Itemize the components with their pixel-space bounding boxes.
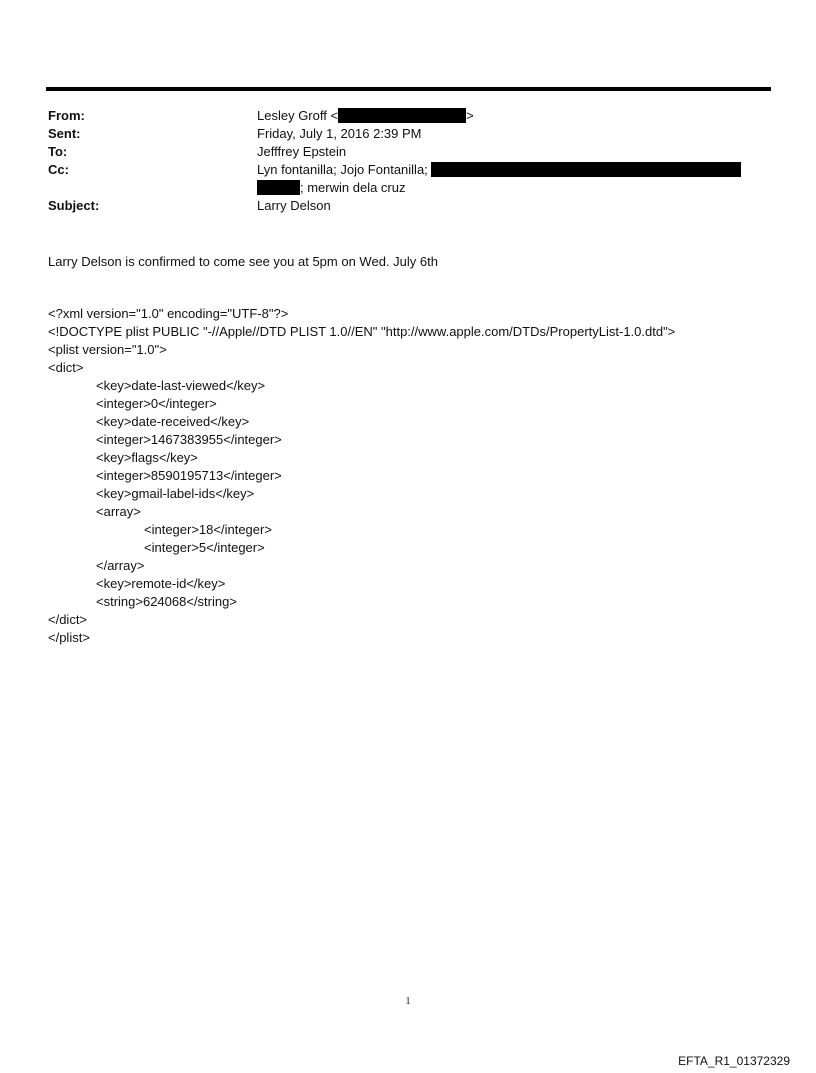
to-label: To: <box>48 144 68 159</box>
cc-line1: Lyn fontanilla; Jojo Fontanilla; <box>257 162 428 177</box>
xml-line: <!DOCTYPE plist PUBLIC "-//Apple//DTD PLIST 1.0//EN" "http://www.apple.com/DTDs/PropertyList-1.0.dtd"> <box>48 324 676 339</box>
xml-line: <key>date-last-viewed</key> <box>96 378 266 393</box>
xml-line: <string>624068</string> <box>96 594 237 609</box>
cc-label: Cc: <box>48 162 69 177</box>
from-row <box>48 107 768 125</box>
xml-line: <dict> <box>48 360 84 375</box>
subject-label: Subject: <box>48 198 100 213</box>
xml-line: <integer>8590195713</integer> <box>96 468 282 483</box>
xml-line: <integer>18</integer> <box>144 522 272 537</box>
xml-line: <integer>5</integer> <box>144 540 265 555</box>
header-rule <box>46 87 771 91</box>
from-name: Lesley Groff < <box>257 108 339 123</box>
xml-line: <key>flags</key> <box>96 450 198 465</box>
subject-row <box>48 197 768 215</box>
xml-line: <key>gmail-label-ids</key> <box>96 486 255 501</box>
sent-label: Sent: <box>48 126 81 141</box>
document-id: EFTA_R1_01372329 <box>678 1054 790 1068</box>
from-label: From: <box>48 108 85 123</box>
sent-value: Friday, July 1, 2016 2:39 PM <box>257 126 422 141</box>
xml-line: <key>date-received</key> <box>96 414 250 429</box>
xml-plist-block <box>48 305 675 647</box>
xml-line: </plist> <box>48 630 90 645</box>
cc-value <box>257 161 768 197</box>
xml-line: <array> <box>96 504 141 519</box>
to-value: Jefffrey Epstein <box>257 144 347 159</box>
xml-line: </array> <box>96 558 145 573</box>
to-row <box>48 143 768 161</box>
redaction-block <box>338 108 466 123</box>
page-number: 1 <box>405 996 411 1007</box>
email-header <box>48 107 768 215</box>
xml-line: <?xml version="1.0" encoding="UTF-8"?> <box>48 306 289 321</box>
subject-value: Larry Delson <box>257 198 331 213</box>
cc-line2: ; merwin dela cruz <box>300 180 406 195</box>
xml-line: <integer>1467383955</integer> <box>96 432 282 447</box>
xml-line: </dict> <box>48 612 88 627</box>
sent-row <box>48 125 768 143</box>
cc-row <box>48 161 768 197</box>
xml-line: <plist version="1.0"> <box>48 342 167 357</box>
message-body: Larry Delson is confirmed to come see you at 5pm on Wed. July 6th <box>48 254 438 269</box>
xml-line: <key>remote-id</key> <box>96 576 226 591</box>
xml-line: <integer>0</integer> <box>96 396 217 411</box>
from-value <box>257 107 768 125</box>
redaction-block <box>431 162 741 177</box>
from-close: > <box>466 108 474 123</box>
redaction-block <box>257 180 300 195</box>
